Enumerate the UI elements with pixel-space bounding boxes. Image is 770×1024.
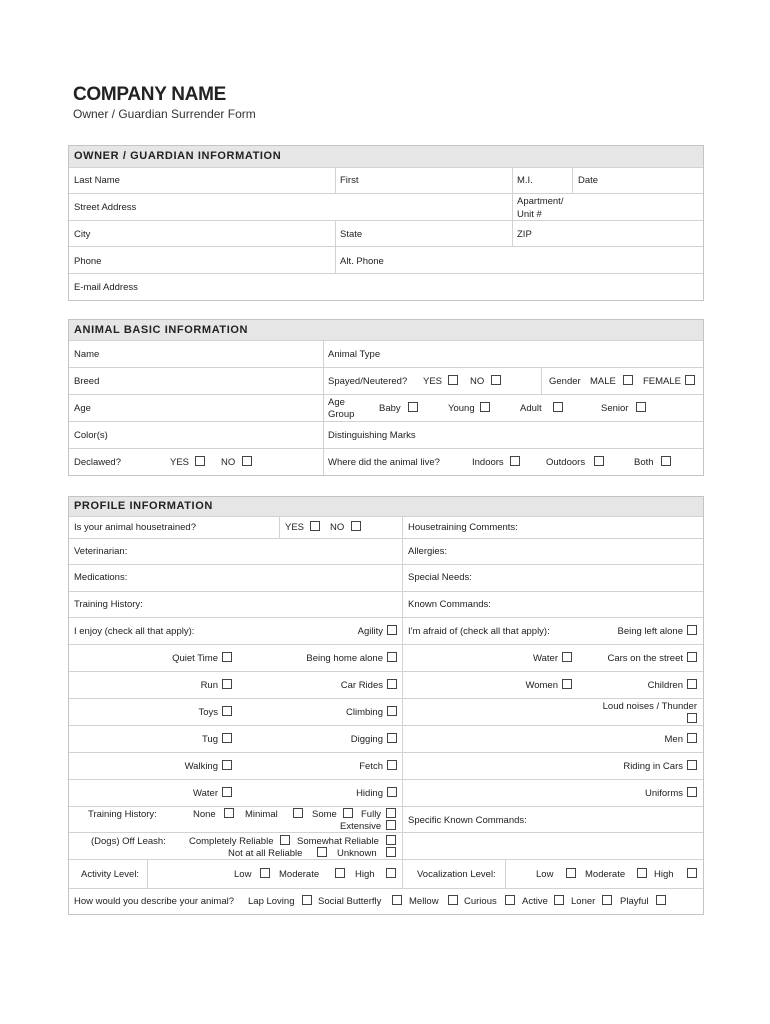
enjoy-home-alone-checkbox[interactable] (387, 652, 397, 662)
owner-section (68, 145, 704, 301)
young-checkbox[interactable] (480, 402, 490, 412)
baby-checkbox[interactable] (408, 402, 418, 412)
training-some-label: Some (312, 809, 337, 820)
training-extensive-label: Extensive (340, 821, 382, 832)
afraid-women-checkbox[interactable] (562, 679, 572, 689)
live-label: Where did the animal live? (328, 457, 440, 468)
alt-phone-field[interactable]: Alt. Phone (340, 256, 384, 267)
describe-curious-label: Curious (464, 896, 497, 907)
adult-checkbox[interactable] (553, 402, 563, 412)
enjoy-run-checkbox[interactable] (222, 679, 232, 689)
company-name: COMPANY NAME (73, 84, 226, 105)
afraid-riding-cars-label: Riding in Cars (623, 761, 683, 772)
vocal-moderate-checkbox[interactable] (637, 868, 647, 878)
age-group-label-line2: Group (328, 409, 355, 420)
activity-high-checkbox[interactable] (386, 868, 396, 878)
housetrained-yes-label: YES (285, 522, 305, 533)
describe-mellow-checkbox[interactable] (448, 895, 458, 905)
enjoy-car-rides-checkbox[interactable] (387, 679, 397, 689)
enjoy-agility-label: Agility (357, 626, 383, 637)
state-field[interactable]: State (340, 229, 363, 240)
afraid-label: I'm afraid of (check all that apply): (408, 626, 550, 637)
male-checkbox[interactable] (623, 375, 633, 385)
young-label: Young (448, 403, 475, 414)
describe-loner-label: Loner (571, 896, 596, 907)
both-checkbox[interactable] (661, 456, 671, 466)
enjoy-climbing-checkbox[interactable] (387, 706, 397, 716)
describe-lap-loving-label: Lap Loving (248, 896, 295, 907)
training-some-checkbox[interactable] (343, 808, 353, 818)
enjoy-water-checkbox[interactable] (222, 787, 232, 797)
training-fully-label: Fully (361, 809, 382, 820)
describe-social-butterfly-checkbox[interactable] (392, 895, 402, 905)
enjoy-tug-checkbox[interactable] (222, 733, 232, 743)
afraid-cars-checkbox[interactable] (687, 652, 697, 662)
somewhat-reliable-checkbox[interactable] (386, 835, 396, 845)
enjoy-agility-checkbox[interactable] (387, 625, 397, 635)
vocal-moderate-label: Moderate (585, 869, 626, 880)
training-none-label: None (193, 809, 216, 820)
age-field[interactable]: Age (74, 403, 91, 414)
female-label: FEMALE (643, 376, 682, 387)
enjoy-climbing-label: Climbing (346, 707, 383, 718)
describe-playful-label: Playful (620, 896, 649, 907)
city-field[interactable]: City (74, 229, 91, 240)
age-group-label-line1: Age (328, 397, 345, 408)
afraid-cars-label: Cars on the street (607, 653, 683, 664)
outdoors-checkbox[interactable] (594, 456, 604, 466)
unit-label: Unit # (517, 209, 542, 220)
owner-section-title: OWNER / GUARDIAN INFORMATION (69, 146, 703, 167)
completely-reliable-label: Completely Reliable (189, 836, 274, 847)
declawed-label: Declawed? (74, 457, 121, 468)
vocal-low-label: Low (536, 869, 554, 880)
enjoy-hiding-checkbox[interactable] (387, 787, 397, 797)
describe-social-butterfly-label: Social Butterfly (318, 896, 382, 907)
not-reliable-checkbox[interactable] (317, 847, 327, 857)
form-subtitle: Owner / Guardian Surrender Form (73, 107, 256, 121)
afraid-water-label: Water (533, 653, 558, 664)
spayed-no-checkbox[interactable] (491, 375, 501, 385)
describe-loner-checkbox[interactable] (602, 895, 612, 905)
enjoy-water-label: Water (193, 788, 218, 799)
enjoy-fetch-checkbox[interactable] (387, 760, 397, 770)
afraid-left-alone-label: Being left alone (617, 626, 683, 637)
describe-active-checkbox[interactable] (554, 895, 564, 905)
enjoy-quiet-time-checkbox[interactable] (222, 652, 232, 662)
indoors-label: Indoors (472, 457, 504, 468)
apartment-label[interactable]: Apartment/ (517, 196, 564, 207)
afraid-children-checkbox[interactable] (687, 679, 697, 689)
both-label: Both (634, 457, 654, 468)
senior-label: Senior (601, 403, 629, 414)
enjoy-walking-label: Walking (184, 761, 218, 772)
phone-field[interactable]: Phone (74, 256, 102, 267)
enjoy-digging-label: Digging (350, 734, 383, 745)
vocalization-level-label: Vocalization Level: (417, 869, 496, 880)
enjoy-run-label: Run (200, 680, 218, 691)
enjoy-label: I enjoy (check all that apply): (74, 626, 195, 637)
activity-level-label: Activity Level: (81, 869, 140, 880)
vocal-high-checkbox[interactable] (687, 868, 697, 878)
vocal-low-checkbox[interactable] (566, 868, 576, 878)
housetrained-label: Is your animal housetrained? (74, 522, 196, 533)
training-extensive-checkbox[interactable] (386, 820, 396, 830)
declawed-yes-label: YES (170, 457, 190, 468)
senior-checkbox[interactable] (636, 402, 646, 412)
describe-mellow-label: Mellow (409, 896, 439, 907)
specific-commands-field[interactable]: Specific Known Commands: (408, 815, 527, 826)
enjoy-tug-label: Tug (201, 734, 218, 745)
describe-active-label: Active (522, 896, 548, 907)
medications-field[interactable]: Medications: (74, 572, 128, 583)
housetrained-no-checkbox[interactable] (351, 521, 361, 531)
enjoy-fetch-label: Fetch (359, 761, 383, 772)
training-fully-checkbox[interactable] (386, 808, 396, 818)
enjoy-toys-checkbox[interactable] (222, 706, 232, 716)
indoors-checkbox[interactable] (510, 456, 520, 466)
afraid-loud-noises-checkbox[interactable] (687, 713, 697, 723)
first-name-field[interactable]: First (340, 175, 359, 186)
middle-initial-field[interactable]: M.I. (517, 175, 533, 186)
enjoy-hiding-label: Hiding (356, 788, 383, 799)
afraid-loud-noises-label: Loud noises / Thunder (602, 701, 697, 712)
somewhat-reliable-label: Somewhat Reliable (297, 836, 379, 847)
afraid-men-checkbox[interactable] (687, 733, 697, 743)
describe-curious-checkbox[interactable] (505, 895, 515, 905)
activity-low-label: Low (234, 869, 252, 880)
adult-label: Adult (520, 403, 542, 414)
spayed-yes-label: YES (423, 376, 443, 387)
training-minimal-label: Minimal (245, 809, 278, 820)
afraid-men-label: Men (664, 734, 683, 745)
unknown-reliability-checkbox[interactable] (386, 847, 396, 857)
afraid-women-label: Women (525, 680, 558, 691)
training-minimal-checkbox[interactable] (293, 808, 303, 818)
animal-type-field[interactable]: Animal Type (328, 349, 381, 360)
activity-low-checkbox[interactable] (260, 868, 270, 878)
allergies-field[interactable]: Allergies: (408, 546, 448, 557)
activity-moderate-label: Moderate (279, 869, 320, 880)
declawed-no-label: NO (221, 457, 236, 468)
housetraining-comments-field[interactable]: Housetraining Comments: (408, 522, 518, 533)
special-needs-field[interactable]: Special Needs: (408, 572, 472, 583)
baby-label: Baby (379, 403, 401, 414)
afraid-children-label: Children (647, 680, 683, 691)
profile-section (68, 496, 704, 915)
not-reliable-label: Not at all Reliable (228, 848, 303, 859)
enjoy-quiet-time-label: Quiet Time (172, 653, 218, 664)
colors-field[interactable]: Color(s) (74, 430, 108, 441)
afraid-uniforms-checkbox[interactable] (687, 787, 697, 797)
date-field[interactable]: Date (578, 175, 599, 186)
declawed-yes-checkbox[interactable] (195, 456, 205, 466)
activity-high-label: High (355, 869, 375, 880)
profile-section-title: PROFILE INFORMATION (69, 497, 703, 516)
veterinarian-field[interactable]: Veterinarian: (74, 546, 128, 557)
afraid-water-checkbox[interactable] (562, 652, 572, 662)
gender-label: Gender (549, 376, 581, 387)
enjoy-walking-checkbox[interactable] (222, 760, 232, 770)
housetrained-no-label: NO (330, 522, 345, 533)
afraid-riding-cars-checkbox[interactable] (687, 760, 697, 770)
vocal-high-label: High (654, 869, 674, 880)
last-name-field[interactable]: Last Name (74, 175, 120, 186)
female-checkbox[interactable] (685, 375, 695, 385)
spayed-label: Spayed/Neutered? (328, 376, 408, 387)
housetrained-yes-checkbox[interactable] (310, 521, 320, 531)
street-address-field[interactable]: Street Address (74, 202, 137, 213)
enjoy-digging-checkbox[interactable] (387, 733, 397, 743)
enjoy-toys-label: Toys (198, 707, 218, 718)
activity-moderate-checkbox[interactable] (335, 868, 345, 878)
animal-name-field[interactable]: Name (74, 349, 100, 360)
male-label: MALE (590, 376, 616, 387)
animal-section (68, 319, 704, 476)
training-level-label: Training History: (88, 809, 157, 820)
unknown-reliability-label: Unknown (337, 848, 377, 859)
afraid-left-alone-checkbox[interactable] (687, 625, 697, 635)
declawed-no-checkbox[interactable] (242, 456, 252, 466)
spayed-no-label: NO (470, 376, 485, 387)
enjoy-car-rides-label: Car Rides (340, 680, 383, 691)
spayed-yes-checkbox[interactable] (448, 375, 458, 385)
outdoors-label: Outdoors (546, 457, 586, 468)
describe-playful-checkbox[interactable] (656, 895, 666, 905)
email-field[interactable]: E-mail Address (74, 282, 138, 293)
describe-lap-loving-checkbox[interactable] (302, 895, 312, 905)
distinguishing-marks-field[interactable]: Distinguishing Marks (328, 430, 416, 441)
zip-field[interactable]: ZIP (517, 229, 532, 240)
enjoy-home-alone-label: Being home alone (306, 653, 383, 664)
afraid-uniforms-label: Uniforms (644, 788, 683, 799)
animal-section-title: ANIMAL BASIC INFORMATION (69, 320, 703, 340)
known-commands-field[interactable]: Known Commands: (408, 599, 491, 610)
training-none-checkbox[interactable] (224, 808, 234, 818)
describe-label: How would you describe your animal? (74, 896, 234, 907)
completely-reliable-checkbox[interactable] (280, 835, 290, 845)
breed-field[interactable]: Breed (74, 376, 100, 387)
training-history-field[interactable]: Training History: (74, 599, 143, 610)
off-leash-label: (Dogs) Off Leash: (91, 836, 166, 847)
